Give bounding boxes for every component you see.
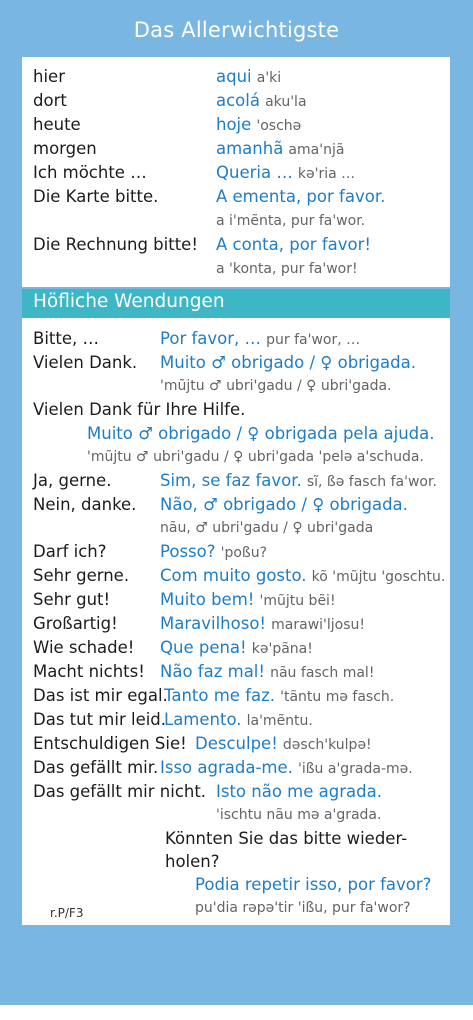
translation-line	[160, 757, 413, 780]
portuguese-phrase: Com muito gosto.	[160, 566, 307, 585]
german-phrase: Das gefällt mir.	[33, 758, 159, 777]
translation-line	[216, 90, 307, 113]
portuguese-phrase: Por favor, …	[160, 329, 262, 348]
portuguese-phrase: Não, ♂ obrigado / ♀ obrigada.	[160, 495, 408, 514]
translation-line	[160, 541, 267, 564]
portuguese-term: acolá	[216, 91, 260, 110]
pronunciation: a 'konta, pur fa'wor!	[216, 261, 358, 277]
pronunciation: 'oschə	[256, 118, 302, 134]
translation-line	[160, 589, 336, 612]
german-phrase-continued: holen?	[165, 852, 220, 871]
german-term: Die Karte bitte.	[33, 187, 159, 206]
german-phrase: Sehr gut!	[33, 590, 111, 609]
pronunciation: 'mũjtu ♂ ubri'gadu / ♀ ubri'gada.	[160, 378, 392, 394]
portuguese-phrase: Muito ♂ obrigado / ♀ obrigada.	[160, 353, 416, 372]
german-phrase: Großartig!	[33, 614, 118, 633]
german-term: morgen	[33, 139, 97, 158]
german-phrase: Macht nichts!	[33, 662, 145, 681]
pronunciation: sĩ, ßə fasch fa'wor.	[306, 474, 437, 490]
german-term: hier	[33, 67, 65, 86]
german-term: Ich möchte …	[33, 163, 147, 182]
pronunciation: kõ 'mũjtu 'goschtu.	[311, 569, 446, 585]
german-phrase: Könnten Sie das bitte wieder-	[165, 829, 408, 848]
portuguese-term: Queria …	[216, 163, 293, 182]
pronunciation: 'ischtu nãu mə a'grada.	[216, 807, 382, 823]
pronunciation: 'tãntu mə fasch.	[280, 689, 395, 705]
pronunciation: a'ki	[256, 70, 282, 86]
portuguese-phrase: Sim, se faz favor.	[160, 471, 302, 490]
pronunciation: nãu fasch mal!	[270, 665, 375, 681]
translation-line	[216, 114, 301, 137]
german-term: dort	[33, 91, 67, 110]
portuguese-term: A conta, por favor!	[216, 235, 372, 254]
translation-line	[195, 733, 372, 756]
portuguese-phrase: Não faz mal!	[160, 662, 266, 681]
pronunciation: pu'dia rəpə'tir 'ißu, pur fa'wor?	[195, 900, 411, 916]
pronunciation: marawi'ljosu!	[271, 617, 366, 633]
german-phrase: Darf ich?	[33, 542, 107, 561]
portuguese-term: aqui	[216, 67, 252, 86]
pronunciation: ama'njã	[288, 142, 345, 158]
portuguese-phrase: Posso?	[160, 542, 216, 561]
german-phrase: Vielen Dank.	[33, 353, 138, 372]
pronunciation: pur fa'wor, …	[266, 332, 361, 348]
portuguese-phrase: Isto não me agrada.	[216, 782, 382, 801]
german-phrase: Ja, gerne.	[33, 471, 112, 490]
german-phrase: Das tut mir leid.	[33, 710, 167, 729]
section-header	[22, 289, 450, 318]
translation-line	[160, 565, 445, 588]
pronunciation: kə'pãna!	[251, 641, 313, 657]
portuguese-term: amanhã	[216, 139, 284, 158]
german-phrase: Wie schade!	[33, 638, 135, 657]
portuguese-term: A ementa, por favor.	[216, 187, 386, 206]
pronunciation: dəsch'kulpə!	[282, 737, 372, 753]
portuguese-phrase: Isso agrada-me.	[160, 758, 293, 777]
german-phrase: Bitte, …	[33, 329, 99, 348]
pronunciation: nãu, ♂ ubri'gadu / ♀ ubri'gada	[160, 520, 374, 536]
portuguese-phrase: Que pena!	[160, 638, 247, 657]
german-phrase: Sehr gerne.	[33, 566, 130, 585]
translation-line	[216, 66, 281, 89]
portuguese-phrase: Muito bem!	[160, 590, 255, 609]
pronunciation: aku'la	[265, 94, 307, 110]
german-term: Die Rechnung bitte!	[33, 235, 198, 254]
portuguese-phrase: Podia repetir isso, por favor?	[195, 875, 432, 894]
pronunciation: kə'ria …	[297, 166, 356, 182]
german-phrase: Das ist mir egal.	[33, 686, 168, 705]
german-term: heute	[33, 115, 81, 134]
translation-line	[164, 709, 313, 732]
portuguese-phrase: Tanto me faz.	[164, 686, 276, 705]
german-phrase: Nein, danke.	[33, 495, 137, 514]
translation-line	[216, 162, 355, 185]
pronunciation: la'mẽntu.	[246, 713, 313, 729]
translation-line	[160, 613, 365, 636]
section-heading: Höfliche Wendungen	[33, 291, 225, 312]
german-phrase: Vielen Dank für Ihre Hilfe.	[33, 400, 246, 419]
translation-line	[160, 328, 360, 351]
pronunciation: 'mũjtu bẽi!	[259, 593, 336, 609]
translation-line	[164, 685, 394, 708]
portuguese-phrase: Desculpe!	[195, 734, 278, 753]
translation-line	[160, 661, 374, 684]
translation-line	[216, 138, 344, 161]
german-phrase: Das gefällt mir nicht.	[33, 782, 207, 801]
page-code: r.P/F3	[50, 906, 84, 920]
pronunciation: 'poßu?	[220, 545, 268, 561]
portuguese-phrase: Lamento.	[164, 710, 242, 729]
translation-line	[160, 637, 313, 660]
portuguese-phrase: Muito ♂ obrigado / ♀ obrigada pela ajuda.	[87, 424, 435, 443]
german-phrase: Entschuldigen Sie!	[33, 734, 187, 753]
translation-line	[160, 470, 437, 493]
portuguese-term: hoje	[216, 115, 252, 134]
pronunciation: 'mũjtu ♂ ubri'gadu / ♀ ubri'gada 'pelə a'schuda.	[87, 449, 424, 465]
portuguese-phrase: Maravilhoso!	[160, 614, 267, 633]
page-title: Das Allerwichtigste	[133, 18, 340, 42]
pronunciation: 'ißu a'grada-mə.	[297, 761, 413, 777]
pronunciation: a i'mẽnta, pur fa'wor.	[216, 213, 366, 229]
